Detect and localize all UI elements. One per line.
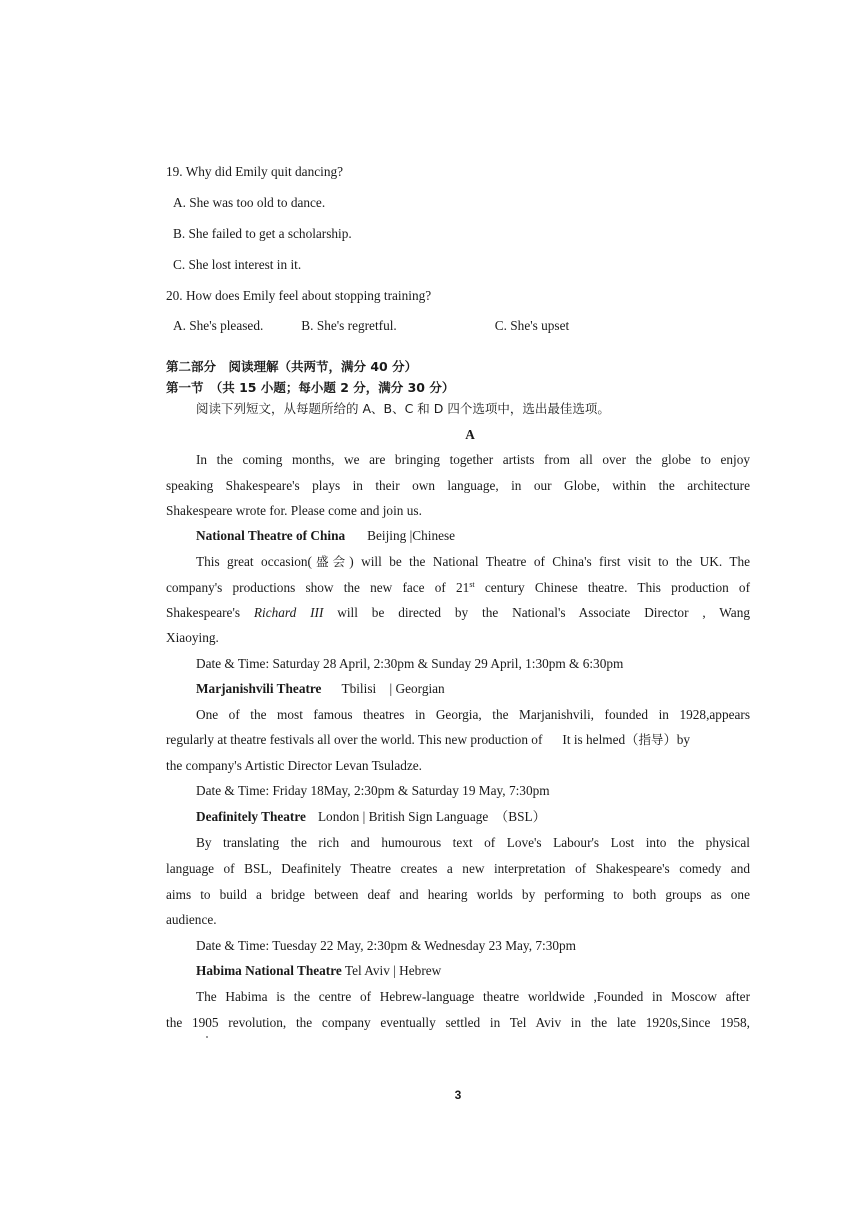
deafinitely-theatre-place: London | British Sign Language （BSL） — [317, 809, 546, 824]
instruction: 阅读下列短文，从每题所给的 A、B、C 和 D 四个选项中，选出最佳选项。 — [196, 401, 610, 416]
deafinitely-line-1: By translating the rich and humourous text of Love's Labour's Lost into the physical — [196, 835, 750, 850]
habima-line-1: The Habima is the centre of Hebrew-language theatre worldwide ,Founded in Moscow after — [196, 989, 750, 1004]
deafinitely-line-4: audience. — [166, 912, 217, 927]
marjanishvili-line-2-gloss: 指导 — [638, 732, 664, 747]
china-line-1 — [196, 554, 750, 570]
intro-line-1: In the coming months, we are bringing together artists from all over the globe to enjoy — [196, 452, 750, 467]
deafinitely-theatre-name: Deafinitely Theatre — [196, 809, 306, 824]
china-theatre-place: Beijing |Chinese — [367, 528, 456, 543]
habima-theatre-name: Habima National Theatre — [196, 963, 342, 978]
china-line-1-text-b: ) will be the National Theatre of China's first visit to the UK. The — [349, 554, 750, 569]
marjanishvili-theatre-name: Marjanishvili Theatre — [196, 681, 322, 696]
china-play-title: Richard III — [253, 605, 324, 620]
question-20-option-c: C. She's upset — [494, 318, 570, 333]
china-line-2-text-a: company's productions show the new face of 21 — [166, 580, 470, 595]
china-line-3-text-b: will be directed by the National's Associate Director , Wang — [323, 605, 750, 620]
question-19-option-a: A. She was too old to dance. — [173, 195, 326, 210]
deafinitely-heading — [196, 809, 546, 825]
marjanishvili-line-2-text-a: regularly at theatre festivals all over the world. This new production of — [166, 732, 543, 747]
china-line-1-gloss: 盛会 — [312, 554, 350, 569]
passage-label: A — [465, 427, 475, 442]
china-line-1-text-a: This great occasion( — [196, 554, 312, 569]
question-19-option-b: B. She failed to get a scholarship. — [173, 226, 352, 241]
marjanishvili-theatre-place: Tbilisi | Georgian — [341, 681, 445, 696]
question-20-option-b: B. She's regretful. — [301, 318, 397, 333]
deafinitely-line-2: language of BSL, Deafinitely Theatre creates a new interpretation of Shakespeare's comedy and — [166, 861, 750, 876]
china-date-time: Date & Time: Saturday 28 April, 2:30pm & Sunday 29 April, 1:30pm & 6:30pm — [196, 656, 624, 671]
subsection-title: 第一节 （共 15 小题；每小题 2 分，满分 30 分） — [166, 380, 455, 395]
intro-line-3: Shakespeare wrote for. Please come and join us. — [166, 503, 422, 518]
question-20-stem: 20. How does Emily feel about stopping training? — [166, 288, 432, 303]
deafinitely-line-3: aims to build a bridge between deaf and hearing worlds by performing to both groups as one — [166, 887, 750, 902]
habima-heading — [196, 963, 441, 979]
page-number: 3 — [454, 1088, 462, 1102]
marjanishvili-line-2-text-c: ）by — [663, 732, 691, 747]
question-19-option-c: C. She lost interest in it. — [173, 257, 302, 272]
habima-theatre-place: Tel Aviv | Hebrew — [344, 963, 442, 978]
question-20-option-a: A. She's pleased. — [173, 318, 264, 333]
question-20-options — [173, 318, 569, 334]
marjanishvili-heading — [196, 681, 445, 697]
marjanishvili-line-2 — [166, 732, 750, 748]
marjanishvili-line-1: One of the most famous theatres in Georgia, the Marjanishvili, founded in 1928,appears — [196, 707, 750, 722]
scan-speck — [206, 1036, 208, 1038]
china-heading — [196, 528, 455, 544]
china-line-3 — [166, 605, 750, 621]
china-line-2-text-b: century Chinese theatre. This production of — [474, 580, 751, 595]
marjanishvili-line-2-text-b: It is helmed（ — [562, 732, 639, 747]
marjanishvili-line-3: the company's Artistic Director Levan Tsuladze. — [166, 758, 422, 773]
question-19-stem: 19. Why did Emily quit dancing? — [166, 164, 344, 179]
intro-line-2: speaking Shakespeare's plays in their own language, in our Globe, within the architecture — [166, 478, 750, 493]
marjanishvili-date-time: Date & Time: Friday 18May, 2:30pm & Saturday 19 May, 7:30pm — [196, 783, 550, 798]
china-line-3-text-a: Shakespeare's — [166, 605, 254, 620]
china-line-4: Xiaoying. — [166, 630, 219, 645]
deafinitely-date-time: Date & Time: Tuesday 22 May, 2:30pm & Wednesday 23 May, 7:30pm — [196, 938, 576, 953]
china-line-2-superscript: st — [469, 580, 475, 589]
china-theatre-name: National Theatre of China — [196, 528, 346, 543]
china-line-2 — [166, 580, 750, 596]
habima-line-2: the 1905 revolution, the company eventually settled in Tel Aviv in the late 1920s,Since 1958, — [166, 1015, 750, 1030]
part-title: 第二部分 阅读理解（共两节，满分 40 分） — [166, 359, 418, 374]
